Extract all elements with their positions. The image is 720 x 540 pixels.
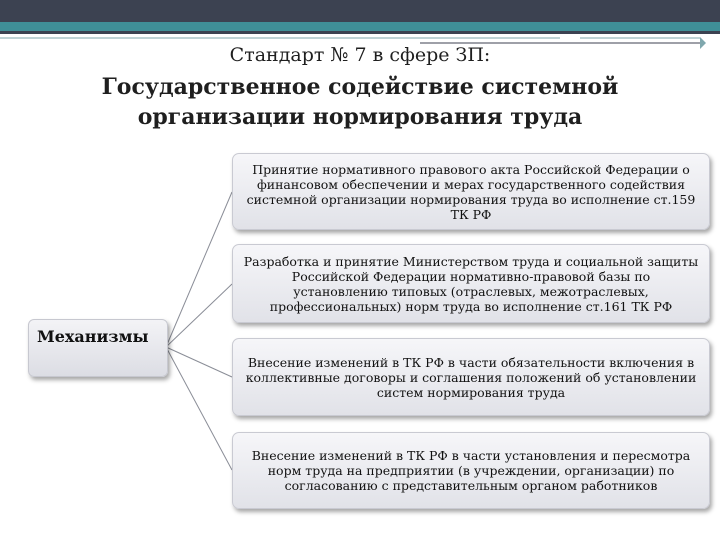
mechanism-item-3 (232, 338, 710, 416)
connector-line-3 (166, 347, 232, 470)
mechanism-item-1-text: Принятие нормативного правового акта Российской Федерации о финансовом обеспечении и мерах государственного содействия системной организации нормирования труда во исполнение ст.159 ТК РФ (246, 161, 696, 222)
connector-line-1 (166, 284, 232, 347)
slide-subtitle: Стандарт № 7 в сфере ЗП: (229, 44, 491, 66)
connector-line-0 (166, 192, 232, 347)
slide-title-line-1: Государственное содействие системной (101, 74, 619, 100)
mechanisms-box (28, 319, 168, 377)
slide-title-line-2: организации нормирования труда (137, 104, 583, 130)
mechanism-item-2-text: Разработка и принятие Министерством труда и социальной защиты Российской Федерации нормативно-правовой базы по установлению типовых (отраслевых, межотраслевых, профессиональных) норм труда во исполнение ст.161 ТК РФ (243, 253, 699, 314)
mechanisms-label: Механизмы (37, 327, 149, 346)
mechanism-item-4-text: Внесение изменений в ТК РФ в части установления и пересмотра норм труда на предприятии (в учреждении, организации) по согласованию с представительным органом работников (251, 448, 691, 493)
connector-line-2 (166, 347, 232, 377)
mechanism-item-4 (232, 432, 710, 509)
mechanism-item-3-text: Внесение изменений в ТК РФ в части обязательности включения в коллективные договоры и соглашения положений об установлении систем нормирования труда (245, 354, 697, 400)
mechanism-item-1 (232, 153, 710, 230)
mechanism-item-2 (232, 244, 710, 323)
